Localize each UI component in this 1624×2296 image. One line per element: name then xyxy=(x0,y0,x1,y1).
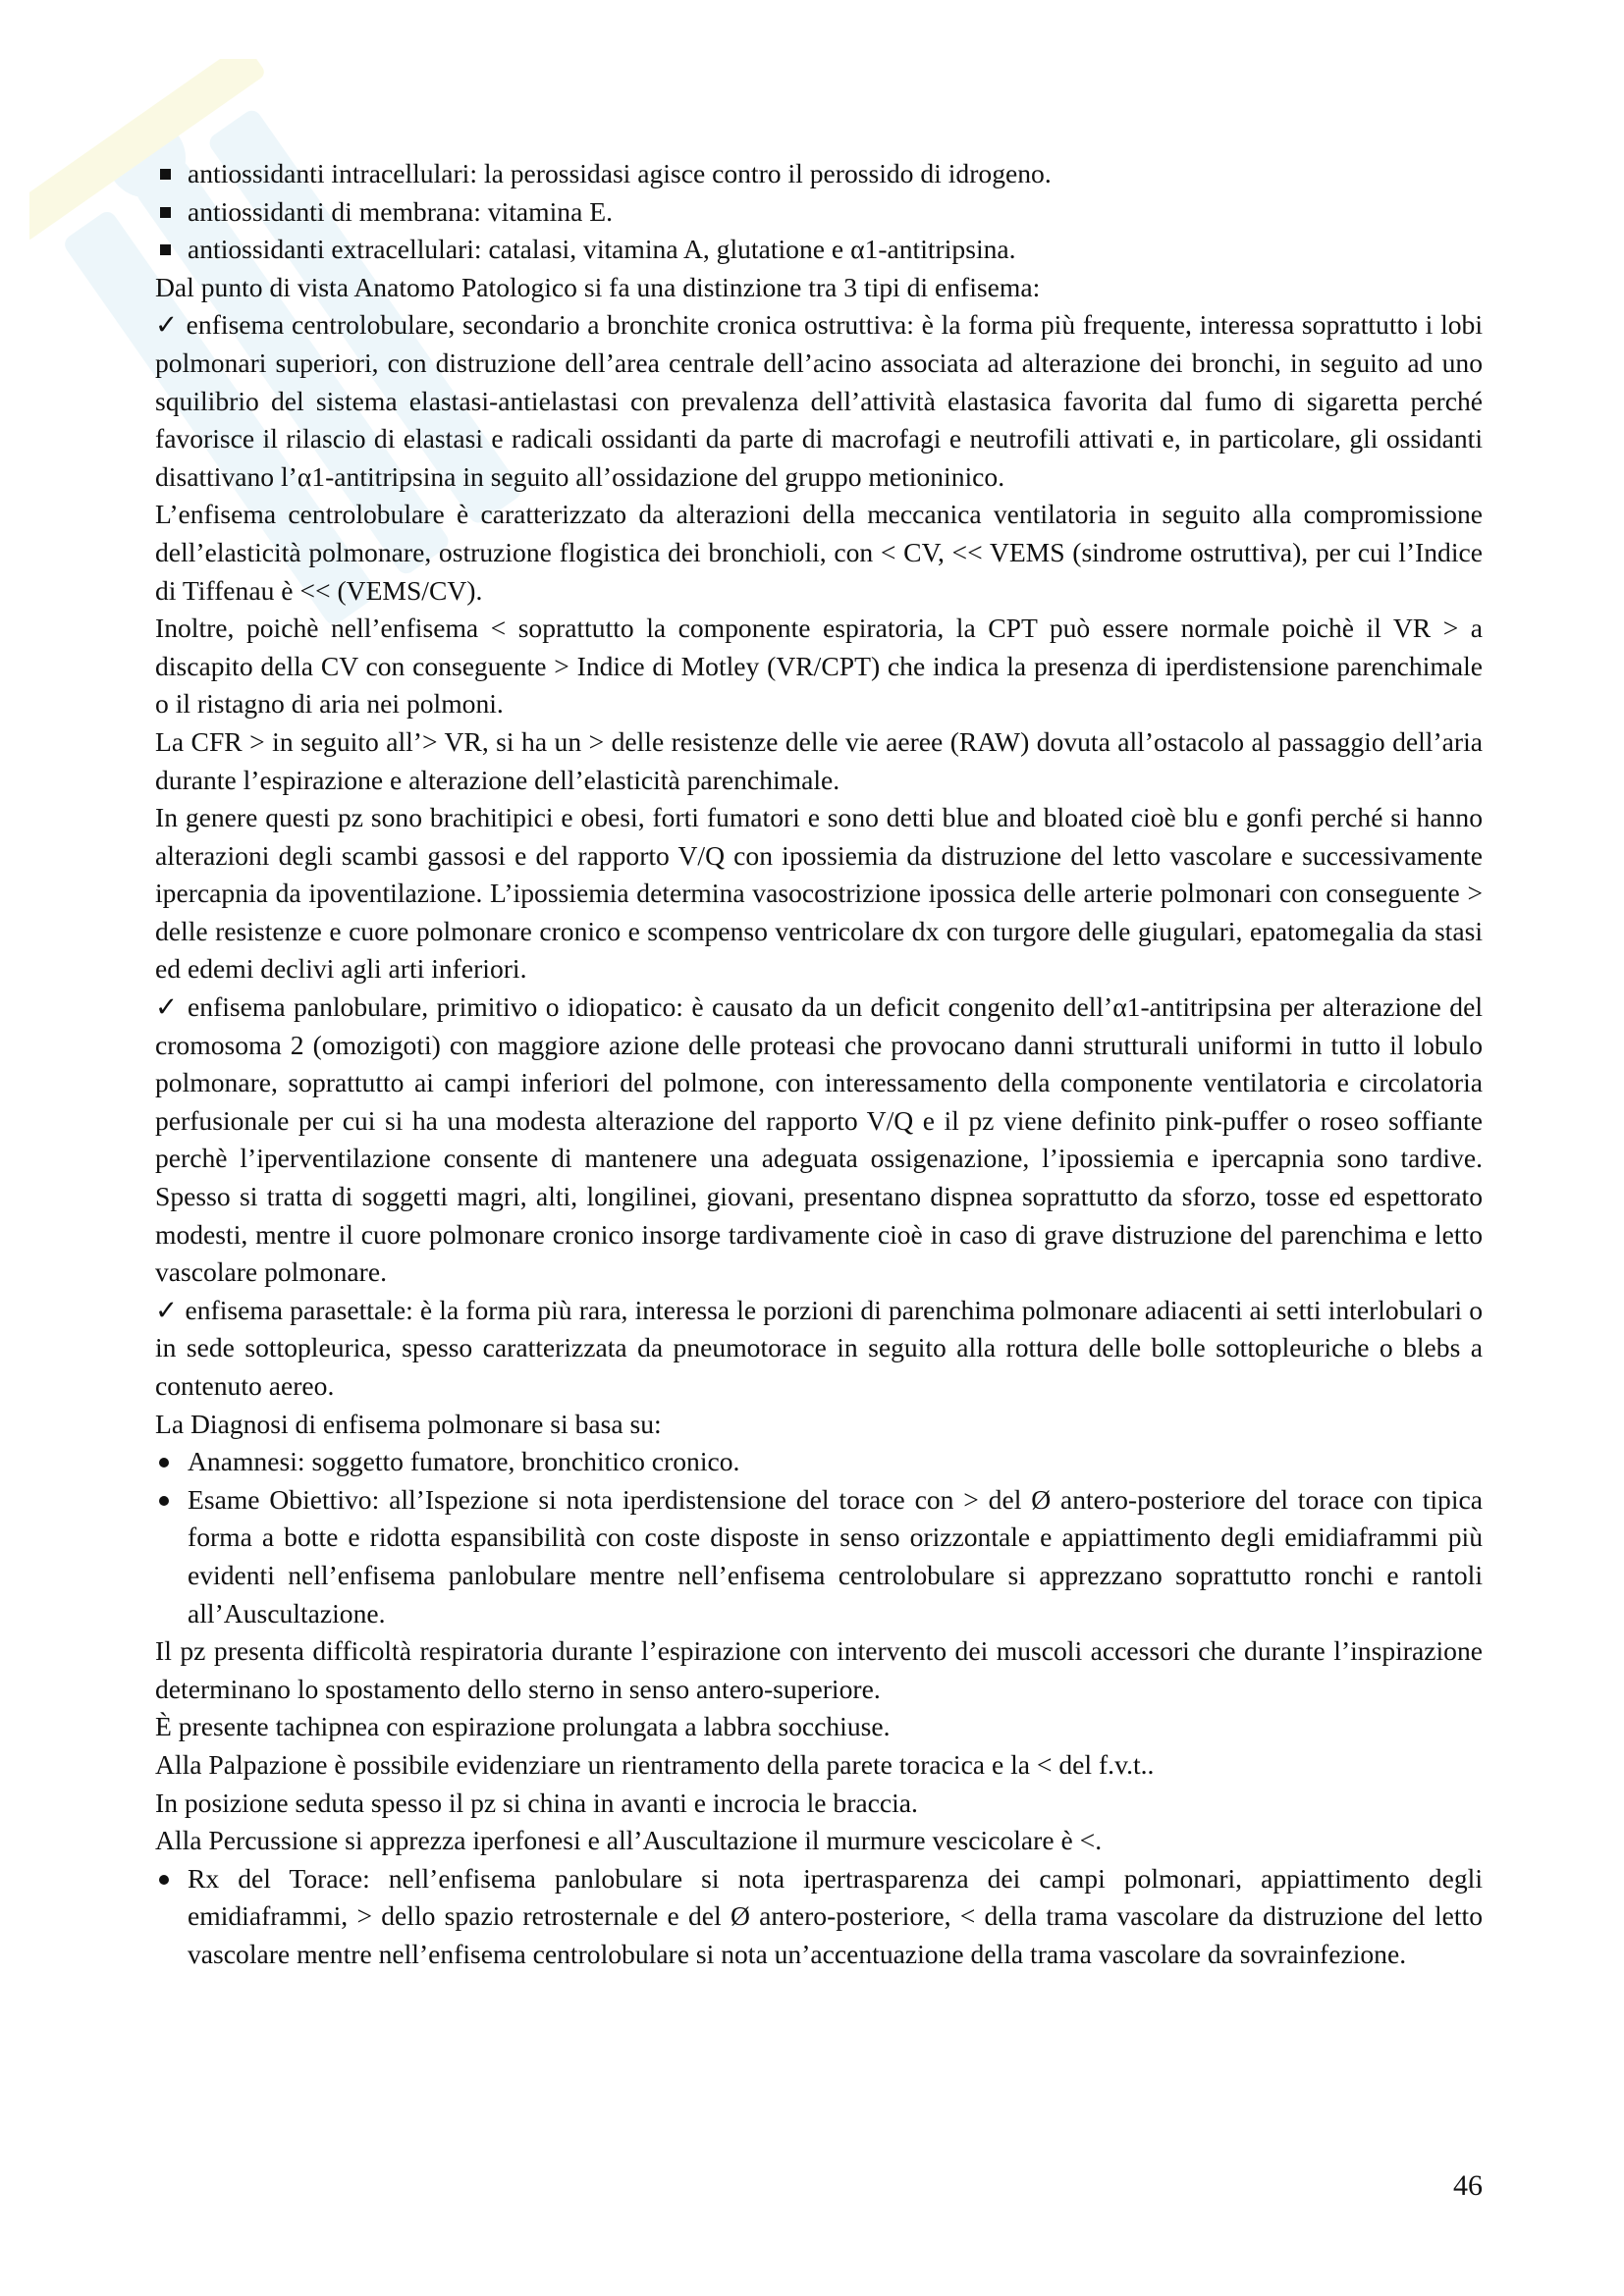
bullet-rx-torace xyxy=(155,1860,1483,1974)
bullet-antiossidanti-membrana xyxy=(155,193,1483,232)
line-1: antiossidanti intracellulari: la perossidasi agisce contro il perossido di idrogeno. xyxy=(188,158,1052,188)
bullet-anamnesi xyxy=(155,1443,1483,1481)
paragraph-tachipnea: È presente tachipnea con espirazione prolungata a labbra socchiuse. xyxy=(155,1711,891,1742)
paragraph-cfr: La CFR > in seguito all’> VR, si ha un > delle resistenze delle vie aeree (RAW) dovuta all’ostacolo al passaggio dell’aria durante l’espirazione e alterazione dell’elasticità parenchimale. xyxy=(155,725,1483,795)
bullet-esame-obiettivo xyxy=(155,1481,1483,1632)
line-esame-obiettivo: Esame Obiettivo: all’Ispezione si nota iperdistensione del torace con > del Ø antero-posteriore del torace con tipica forma a botte e ridotta espansibilità con coste disposte in senso orizzontale e appiattimento degli emidiaframmi più evidenti nell’enfisema panlobulare mentre nell’enfisema centrolobulare si apprezzano soprattutto ronchi e rantoli all’Auscultazione. xyxy=(188,1483,1483,1629)
paragraph-anatomo-patologico: Dal punto di vista Anatomo Patologico si fa una distinzione tra 3 tipi di enfisema: xyxy=(155,271,1041,302)
paragraph-indice-motley: Inoltre, poichè nell’enfisema < soprattutto la componente espiratoria, la CPT può essere normale poichè il VR > a discapito della CV con conseguente > Indice di Motley (VR/CPT) che indica la presenza di iperdistensione parenchimale o il ristagno di aria nei polmoni. xyxy=(155,613,1483,720)
paragraph-enfisema-panlobulare: ✓ enfisema panlobulare, primitivo o idiopatico: è causato da un deficit congenito dell’α1-antitripsina per alterazione del cromosoma 2 (omozigoti) con maggiore azione delle proteasi che provocano danni strutturali uniformi in tutto il lobulo polmonare, soprattutto ai campi inferiori del polmone, con interessamento della componente ventilatoria e circolatoria perfusionale per cui si ha una modesta alterazione del rapporto V/Q e il pz viene definito pink-puffer o roseo soffiante perchè l’iperventilazione consente di mantenere una adeguata ossigenazione, l’ipossiemia e ipercapnia sono tardive. Spesso si tratta di soggetti magri, alti, longilinei, giovani, presentano dispnea soprattutto da sforzo, tosse ed espettorato modesti, mentre il cuore polmonare cronico insorge tardivamente cioè in caso di grave distruzione del parenchima e letto vascolare polmonare. xyxy=(155,991,1483,1288)
bullet-antiossidanti-intracellulari xyxy=(155,155,1483,193)
page-number: 46 xyxy=(1453,2169,1483,2202)
line-anamnesi: Anamnesi: soggetto fumatore, bronchitico cronico. xyxy=(188,1446,740,1477)
paragraph-posizione-seduta: In posizione seduta spesso il pz si china in avanti e incrocia le braccia. xyxy=(155,1787,918,1818)
paragraph-enfisema-parasettale: ✓ enfisema parasettale: è la forma più rara, interessa le porzioni di parenchima polmonare adiacenti ai setti interlobulari o in sede sottopleurica, spesso caratterizzata da pneumotorace in seguito alla rottura delle bolle sottopleuriche o blebs a contenuto aereo. xyxy=(155,1294,1483,1401)
paragraph-difficolta-respiratoria: Il pz presenta difficoltà respiratoria durante l’espirazione con intervento dei muscoli accessori che durante l’inspirazione determinano lo spostamento dello sterno in senso antero-superiore. xyxy=(155,1635,1483,1704)
line-rx-torace: Rx del Torace: nell’enfisema panlobulare si nota ipertrasparenza dei campi polmonari, appiattimento degli emidiaframmi, > dello spazio retrosternale e del Ø antero-posteriore, < della trama vascolare da distruzione del letto vascolare mentre nell’enfisema centrolobulare si nota un’accentuazione della trama vascolare da sovrainfezione. xyxy=(188,1862,1483,1969)
line-3: antiossidanti extracellulari: catalasi, vitamina A, glutatione e α1-antitripsina. xyxy=(188,234,1016,265)
bullet-antiossidanti-extracellulari xyxy=(155,231,1483,269)
paragraph-enfisema-centrolobulare: ✓ enfisema centrolobulare, secondario a bronchite cronica ostruttiva: è la forma più frequente, interessa soprattutto i lobi polmonari superiori, con distruzione dell’area centrale dell’acino associata ad alterazione dei bronchi, in seguito ad uno squilibrio del sistema elastasi-antielastasi con prevalenza dell’attività elastasica favorita dal fumo di sigaretta perché favorisce il rilascio di elastasi e radicali ossidanti da parte di macrofagi e neutrofili attivati e, in particolare, gli ossidanti disattivano l’α1-antitripsina in seguito all’ossidazione del gruppo metioninico. xyxy=(155,309,1483,492)
paragraph-meccanica-ventilatoria: L’enfisema centrolobulare è caratterizzato da alterazioni della meccanica ventilatoria in seguito alla compromissione dell’elasticità polmonare, ostruzione flogistica dei bronchioli, con < CV, << VEMS (sindrome ostruttiva), per cui l’Indice di Tiffenau è << (VEMS/CV). xyxy=(155,499,1483,606)
document-body xyxy=(155,155,1483,1974)
line-2: antiossidanti di membrana: vitamina E. xyxy=(188,195,613,227)
paragraph-diagnosi: La Diagnosi di enfisema polmonare si basa su: xyxy=(155,1408,662,1439)
paragraph-palpazione: Alla Palpazione è possibile evidenziare un rientramento della parete toracica e la < del f.v.t.. xyxy=(155,1748,1155,1780)
paragraph-percussione: Alla Percussione si apprezza iperfonesi e all’Auscultazione il murmure vescicolare è <. xyxy=(155,1825,1103,1856)
paragraph-blue-and-bloated: In genere questi pz sono brachitipici e obesi, forti fumatori e sono detti blue and bloated cioè blu e gonfi perché si hanno alterazioni degli scambi gassosi e del rapporto V/Q con ipossiemia da distruzione del letto vascolare e successivamente ipercapnia da ipoventilazione. L’ipossiemia determina vasocostrizione ipossica delle arterie polmonari con conseguente > delle resistenze e cuore polmonare cronico e scompenso ventricolare dx con turgore delle giugulari, epatomegalia da stasi ed edemi declivi agli arti inferiori. xyxy=(155,802,1483,985)
